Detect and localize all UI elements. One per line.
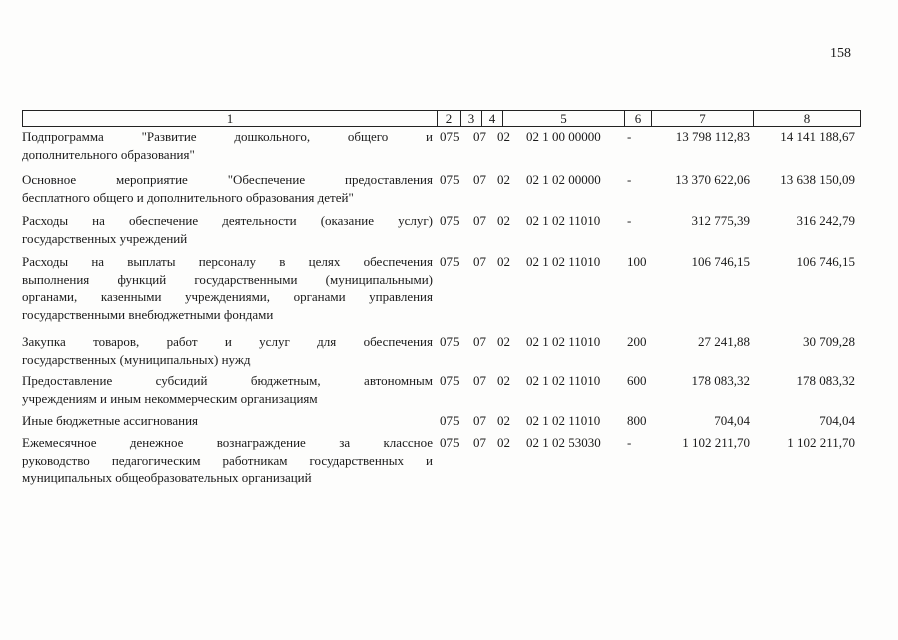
description-line: Иные бюджетные ассигнования [22, 413, 199, 428]
cell-col-6: - [627, 435, 632, 450]
cell-col-3: 07 [473, 129, 486, 144]
description-line: Расходы на выплаты персоналу в целях обеспечения [22, 254, 433, 269]
cell-col-6: 800 [627, 413, 647, 428]
description-line: учреждениям и иным некоммерческим организациям [22, 390, 318, 406]
cell-col-2: 075 [440, 213, 460, 228]
description-line: органами, казенными учреждениями, органами управления [22, 289, 433, 304]
description-line: Основное мероприятие "Обеспечение предоставления [22, 172, 433, 187]
cell-col-2: 075 [440, 254, 460, 269]
cell-col-4: 02 [497, 172, 510, 187]
cell-col-5: 02 1 02 53030 [526, 435, 601, 450]
cell-col-5: 02 1 02 00000 [526, 172, 601, 187]
row-description [22, 171, 433, 206]
cell-col-2: 075 [440, 172, 460, 187]
description-line: выполнения функций государственными (муниципальными) [22, 271, 433, 287]
cell-col-6: - [627, 172, 632, 187]
description-line: дополнительного образования" [22, 146, 195, 162]
row-description [22, 253, 433, 323]
cell-col-8: 14 141 188,67 [780, 129, 855, 144]
cell-col-7: 312 775,39 [691, 213, 750, 228]
description-line: муниципальных общеобразовательных организаций [22, 470, 312, 485]
header-col-8: 8 [753, 110, 861, 127]
header-col-5: 5 [502, 110, 624, 127]
row-description [22, 128, 433, 163]
cell-col-3: 07 [473, 172, 486, 187]
cell-col-8: 316 242,79 [796, 213, 855, 228]
cell-col-2: 075 [440, 435, 460, 450]
cell-col-2: 075 [440, 129, 460, 144]
cell-col-4: 02 [497, 129, 510, 144]
cell-col-3: 07 [473, 435, 486, 450]
cell-col-7: 1 102 211,70 [682, 435, 750, 450]
description-line: Расходы на обеспечение деятельности (оказание услуг) [22, 213, 433, 228]
header-col-2: 2 [437, 110, 460, 127]
header-col-4: 4 [481, 110, 502, 127]
cell-col-8: 704,04 [819, 413, 855, 428]
cell-col-7: 13 798 112,83 [675, 129, 750, 144]
description-line: руководство педагогическим работникам государственных и [22, 452, 433, 468]
cell-col-8: 1 102 211,70 [787, 435, 855, 450]
description-line: Подпрограмма "Развитие дошкольного, общего и [22, 129, 433, 144]
cell-col-4: 02 [497, 413, 510, 428]
cell-col-3: 07 [473, 334, 486, 349]
cell-col-4: 02 [497, 373, 510, 388]
cell-col-6: 200 [627, 334, 647, 349]
row-description [22, 372, 433, 407]
cell-col-4: 02 [497, 435, 510, 450]
row-description [22, 212, 433, 247]
cell-col-2: 075 [440, 373, 460, 388]
cell-col-8: 106 746,15 [796, 254, 855, 269]
row-description [22, 434, 433, 487]
cell-col-7: 27 241,88 [698, 334, 750, 349]
description-line: государственных (муниципальных) нужд [22, 351, 251, 367]
cell-col-4: 02 [497, 213, 510, 228]
cell-col-5: 02 1 02 11010 [526, 334, 601, 349]
cell-col-6: - [627, 129, 632, 144]
cell-col-3: 07 [473, 373, 486, 388]
cell-col-8: 13 638 150,09 [780, 172, 855, 187]
cell-col-5: 02 1 02 11010 [526, 373, 601, 388]
cell-col-2: 075 [440, 413, 460, 428]
cell-col-3: 07 [473, 213, 486, 228]
header-col-7: 7 [651, 110, 753, 127]
row-description [22, 333, 433, 368]
cell-col-7: 704,04 [714, 413, 750, 428]
description-line: государственных учреждений [22, 230, 188, 246]
cell-col-4: 02 [497, 254, 510, 269]
cell-col-2: 075 [440, 334, 460, 349]
cell-col-7: 106 746,15 [691, 254, 750, 269]
cell-col-6: 600 [627, 373, 647, 388]
cell-col-3: 07 [473, 254, 486, 269]
header-col-1: 1 [22, 110, 437, 127]
description-line: бесплатного общего и дополнительного образования детей" [22, 189, 354, 205]
description-line: Закупка товаров, работ и услуг для обеспечения [22, 334, 433, 349]
cell-col-3: 07 [473, 413, 486, 428]
cell-col-4: 02 [497, 334, 510, 349]
cell-col-6: - [627, 213, 632, 228]
cell-col-5: 02 1 02 11010 [526, 213, 601, 228]
cell-col-8: 30 709,28 [803, 334, 855, 349]
cell-col-5: 02 1 00 00000 [526, 129, 601, 144]
description-line: Предоставление субсидий бюджетным, автономным [22, 373, 433, 388]
description-line: Ежемесячное денежное вознаграждение за классное [22, 435, 433, 450]
table-header [22, 110, 860, 127]
cell-col-5: 02 1 02 11010 [526, 254, 601, 269]
header-col-3: 3 [460, 110, 481, 127]
row-description [22, 412, 433, 430]
page-number: 158 [830, 46, 851, 61]
cell-col-7: 13 370 622,06 [675, 172, 750, 187]
description-line: государственными внебюджетными фондами [22, 306, 274, 322]
cell-col-7: 178 083,32 [691, 373, 750, 388]
header-col-6: 6 [624, 110, 651, 127]
cell-col-8: 178 083,32 [796, 373, 855, 388]
cell-col-6: 100 [627, 254, 647, 269]
cell-col-5: 02 1 02 11010 [526, 413, 601, 428]
